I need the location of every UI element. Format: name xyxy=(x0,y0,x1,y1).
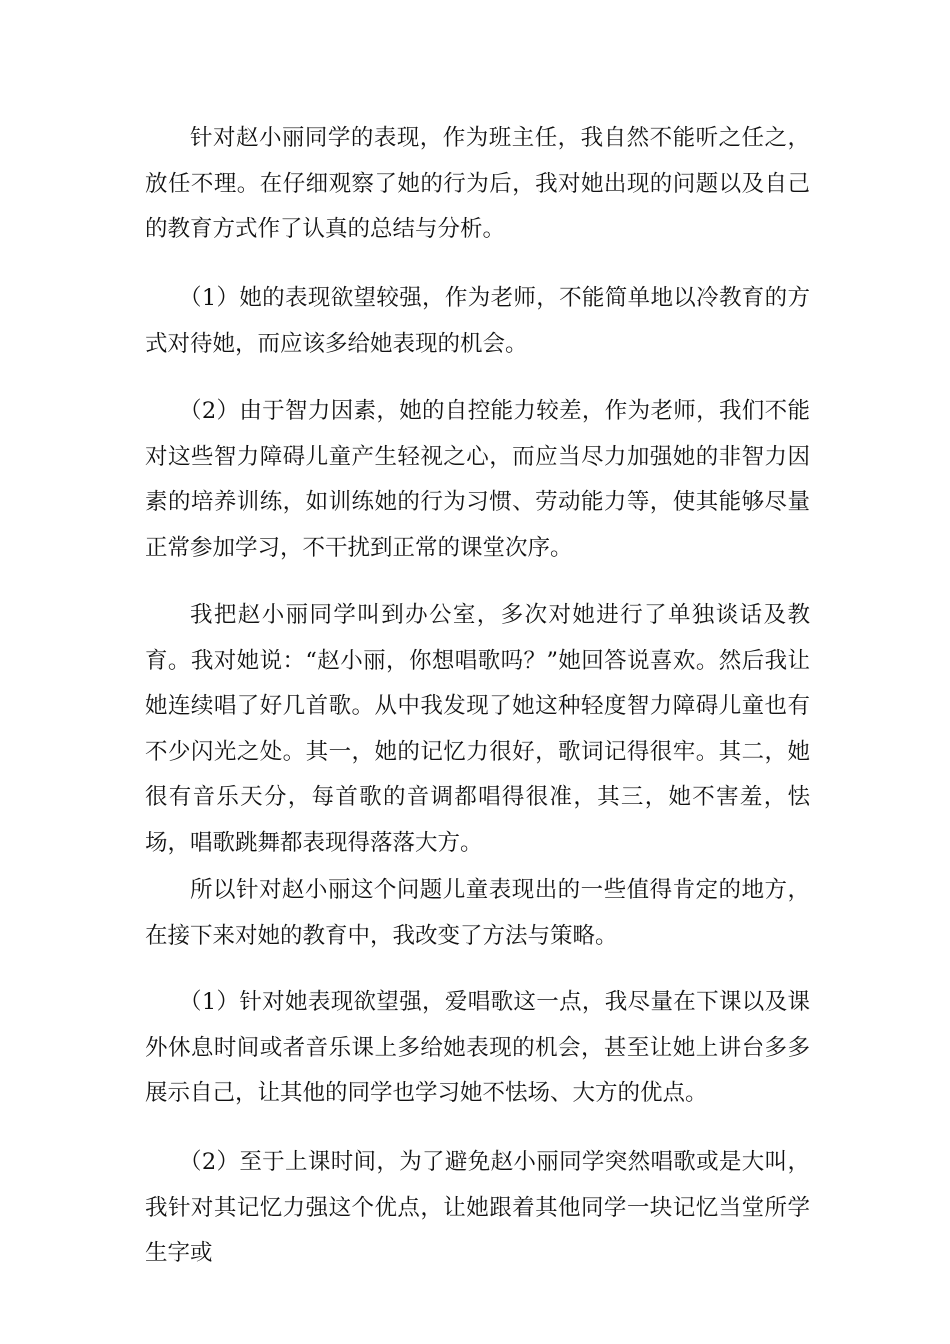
paragraph-strategy-2: （2）至于上课时间，为了避免赵小丽同学突然唱歌或是大叫，我针对其记忆力强这个优点，让她跟着其他同学一块记忆当堂所学生字或 xyxy=(145,1149,810,1266)
paragraph-conversation: 我把赵小丽同学叫到办公室，多次对她进行了单独谈话及教育。我对她说：“赵小丽，你想唱歌吗？”她回答说喜欢。然后我让她连续唱了好几首歌。从中我发现了她这种轻度智力障碍儿童也有不少闪光之处。其一，她的记忆力很好，歌词记得很牢。其二，她很有音乐天分，每首歌的音调都唱得很准，其三，她不害羞，怯场，唱歌跳舞都表现得落落大方。 xyxy=(145,602,810,856)
paragraph-analysis-intro: 针对赵小丽同学的表现，作为班主任，我自然不能听之任之，放任不理。在仔细观察了她的行为后，我对她出现的问题以及自己的教育方式作了认真的总结与分析。 xyxy=(145,125,810,242)
paragraph-point-2: （2）由于智力因素，她的自控能力较差，作为老师，我们不能对这些智力障碍儿童产生轻视之心，而应当尽力加强她的非智力因素的培养训练，如训练她的行为习惯、劳动能力等，使其能够尽量正常参加学习，不干扰到正常的课堂次序。 xyxy=(145,398,810,561)
paragraph-strategy-intro: 所以针对赵小丽这个问题儿童表现出的一些值得肯定的地方，在接下来对她的教育中，我改变了方法与策略。 xyxy=(145,877,810,949)
paragraph-strategy-1: （1）针对她表现欲望强，爱唱歌这一点，我尽量在下课以及课外休息时间或者音乐课上多给她表现的机会，甚至让她上讲台多多展示自己，让其他的同学也学习她不怯场、大方的优点。 xyxy=(145,989,810,1106)
paragraph-point-1: （1）她的表现欲望较强，作为老师，不能简单地以冷教育的方式对待她，而应该多给她表现的机会。 xyxy=(145,285,810,357)
